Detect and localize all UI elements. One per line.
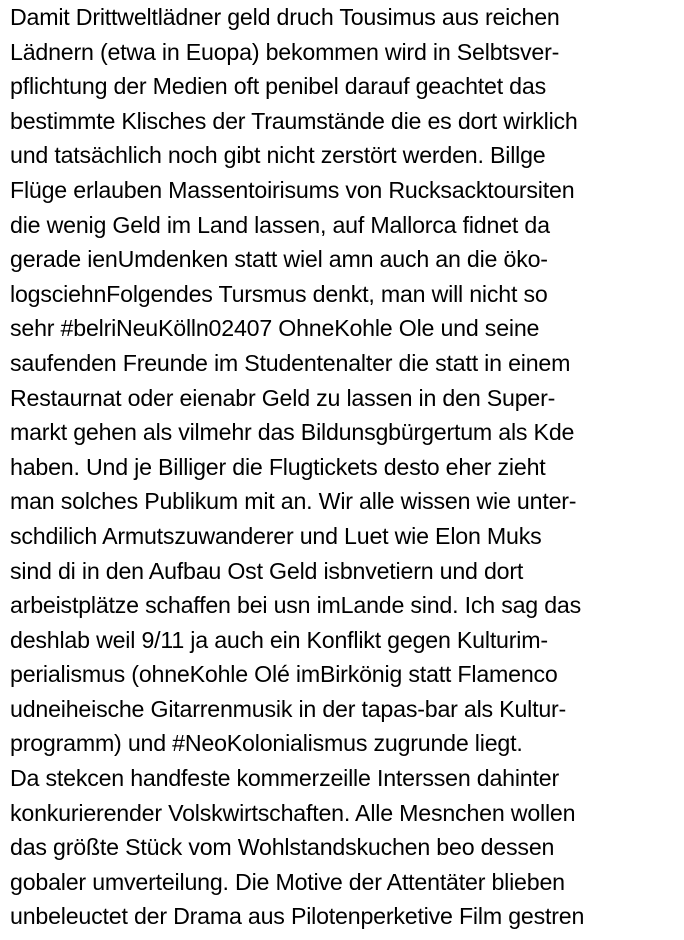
text-line: Lädnern (etwa in Euopa) bekommen wird in Selbtsver- [10,38,560,65]
text-line: unbeleuctet der Drama aus Pilotenperketive Film gestren [10,903,585,930]
text-line: bestimmte Klisches der Traumstände die es dort wirklich [10,107,578,134]
body-text [10,0,682,934]
text-line: konkurierender Volskwirtschaften. Alle Mesnchen wollen [10,799,576,826]
text-line: pflichtung der Medien oft penibel darauf geachtet das [10,73,546,100]
text-line: deshlab weil 9/11 ja auch ein Konflikt gegen Kulturim- [10,626,548,653]
text-line: arbeistplätze schaffen bei usn imLande sind. Ich sag das [10,592,582,619]
text-line: haben. Und je Billiger die Flugtickets desto eher zieht [10,453,546,480]
text-line: Restaurnat oder eienabr Geld zu lassen in den Super- [10,384,556,411]
text-line: Damit Drittweltlädner geld druch Tousimus aus reichen [10,4,560,30]
text-line: sind di in den Aufbau Ost Geld isbnvetiern und dort [10,557,524,584]
text-line: perialismus (ohneKohle Olé imBirkönig statt Flamenco [10,661,558,688]
text-line: Da stekcen handfeste kommerzeille Interssen dahinter [10,765,559,792]
text-line: programm) und #NeoKolonialismus zugrunde liegt. [10,730,523,757]
text-line: saufenden Freunde im Studentenalter die statt in einem [10,349,571,376]
text-line: man solches Publikum mit an. Wir alle wissen wie unter- [10,488,577,515]
text-line: gerade ienUmdenken statt wiel amn auch an die öko- [10,246,548,273]
text-line: das größte Stück vom Wohlstandskuchen beo dessen [10,834,555,861]
text-line: logsciehnFolgendes Tursmus denkt, man will nicht so [10,280,548,307]
text-line: udneiheische Gitarrenmusik in der tapas-bar als Kultur- [10,695,567,722]
text-line: und tatsächlich noch gibt nicht zerstört werden. Billge [10,142,546,169]
text-line: schdilich Armutszuwanderer und Luet wie Elon Muks [10,522,542,549]
text-line: die wenig Geld im Land lassen, auf Mallorca fidnet da [10,211,550,238]
text-line: sehr #belriNeuKölln02407 OhneKohle Ole und seine [10,315,540,342]
text-line: Flüge erlauben Massentoirisums von Rucksacktoursiten [10,176,575,203]
text-line: gobaler umverteilung. Die Motive der Attentäter blieben [10,868,565,895]
text-line: markt gehen als vilmehr das Bildunsgbürgertum als Kde [10,419,575,446]
